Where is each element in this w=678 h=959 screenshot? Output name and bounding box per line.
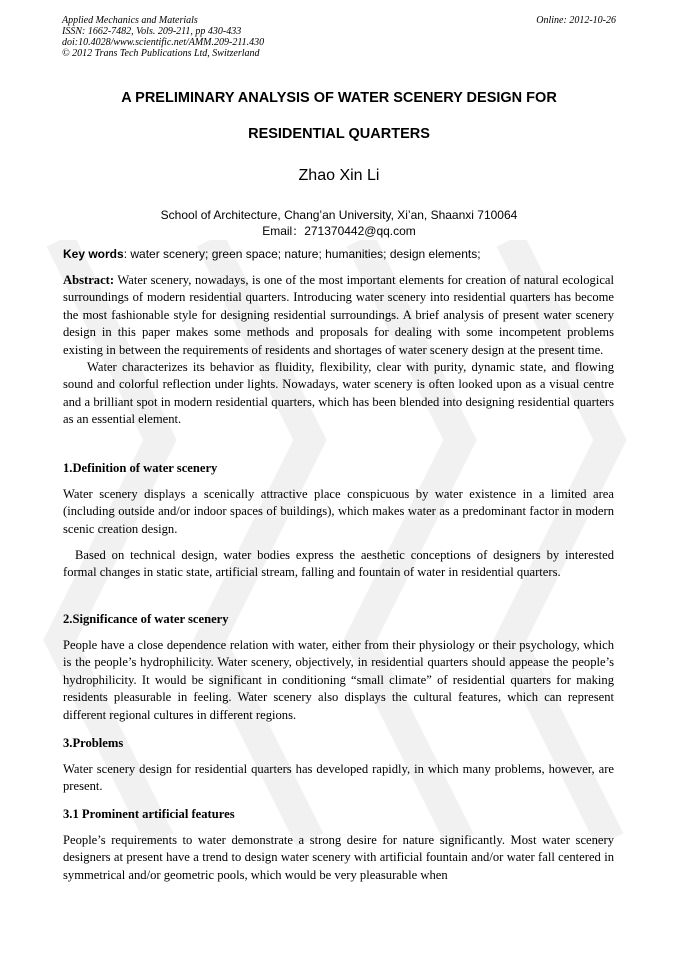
section-2-heading: 2.Significance of water scenery	[63, 612, 229, 626]
abstract-text-1: Water scenery, nowadays, is one of the most important elements for creation of natural ecological surroundings of modern residential quarters. Introducing water scenery into residential quarters has become the most fashionable style for designing residential surroundings. A brief analysis of present water scenery design in this paper makes some methods and proposals for dealing with some incompetent problems existing in between the requirements of residents and shortages of water scenery design at the present time.	[63, 273, 614, 357]
section-3-paragraph-1: Water scenery design for residential quarters has developed rapidly, in which many problems, however, are present.	[63, 762, 614, 794]
paper-title-line-2: RESIDENTIAL QUARTERS	[248, 126, 430, 142]
section-3-1-heading: 3.1 Prominent artificial features	[63, 807, 235, 821]
keywords-line	[63, 247, 615, 261]
author-name: Zhao Xin Li	[298, 167, 380, 184]
keywords-text: : water scenery; green space; nature; humanities; design elements;	[123, 247, 481, 261]
section-1-paragraph-1: Water scenery displays a scenically attractive place conspicuous by water existence in a limited area (including outside and/or indoor spaces of buildings), which makes water as a predominant factor in modern scenic creation design.	[63, 487, 614, 536]
email: Email：271370442@qq.com	[262, 224, 416, 238]
section-1-paragraph-2: Based on technical design, water bodies express the aesthetic conceptions of designers by interested formal changes in static state, artificial stream, falling and fountain of water in residential quarters.	[63, 548, 614, 580]
section-1-heading: 1.Definition of water scenery	[63, 461, 218, 475]
abstract-block	[63, 272, 614, 429]
journal-name: Applied Mechanics and Materials	[62, 15, 198, 26]
paper-title-line-1: A PRELIMINARY ANALYSIS OF WATER SCENERY DESIGN FOR	[121, 90, 557, 106]
section-2-paragraph-1: People have a close dependence relation with water, either from their physiology or their psychology, which is the people’s hydrophilicity. Water scenery, objectively, in residential quarters should appease the people’s hydrophilicity. It would be significant in conditioning “small climate” of residential quarters for making residents pleasurable in feeling. Water scenery also displays the cultural features, which can represent different regional cultures in different regions.	[63, 638, 614, 722]
publication-header	[62, 15, 618, 59]
section-3-1-paragraph-1: People’s requirements to water demonstrate a strong desire for nature significantly. Most water scenery designers at present have a trend to design water scenery with artificial fountain and/or water fall centered in symmetrical and/or geometric pools, which would be very pleasurable when	[63, 833, 614, 882]
affiliation: School of Architecture, Chang’an University, Xi’an, Shaanxi 710064	[160, 208, 518, 222]
online-date: Online: 2012-10-26	[536, 15, 616, 26]
author-affiliation-block	[0, 207, 678, 239]
abstract-label: Abstract:	[63, 273, 115, 287]
abstract-paragraph-1	[63, 272, 614, 359]
doi-line: doi:10.4028/www.scientific.net/AMM.209-211.430	[62, 37, 265, 48]
issn-line: ISSN: 1662-7482, Vols. 209-211, pp 430-433	[62, 26, 242, 37]
copyright-line: © 2012 Trans Tech Publications Ltd, Switzerland	[62, 48, 260, 59]
keywords-label: Key words	[63, 247, 124, 261]
abstract-paragraph-2: Water characterizes its behavior as fluidity, flexibility, clear with purity, dynamic state, and flowing sound and colorful reflection under lights. Nowadays, water scenery is often looked upon as a visual centre and a brilliant spot in modern residential quarters, which has been blended into designing residential quarters as an essential element.	[63, 360, 614, 427]
section-3-heading: 3.Problems	[63, 736, 124, 750]
